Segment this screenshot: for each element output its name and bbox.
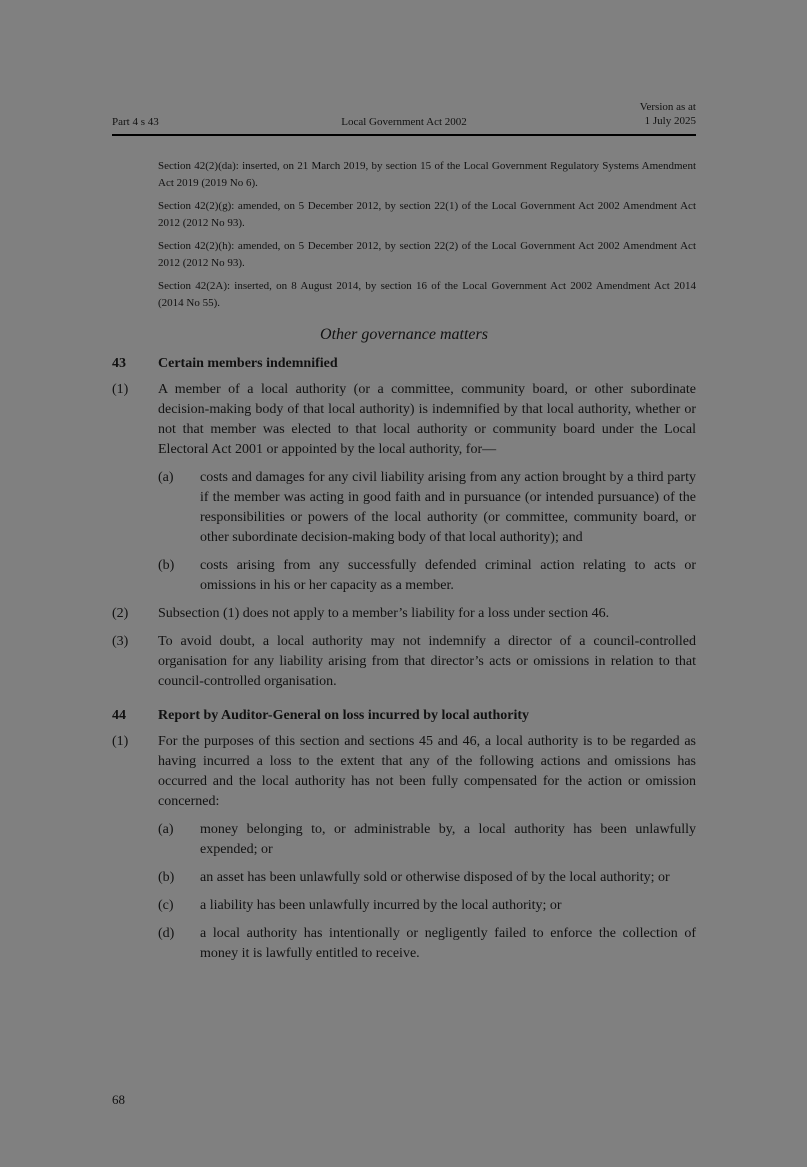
history-note: Section 42(2)(h): amended, on 5 December 2012, by section 22(2) of the Local Government Act 2002 Amendment Act 2012 (2012 No 93). — [158, 240, 696, 269]
paragraph-44-1-b — [158, 868, 696, 888]
section-44-heading — [112, 708, 696, 724]
subsection-43-1 — [112, 380, 696, 596]
paragraph-label: (b) — [158, 870, 175, 885]
history-note: Section 42(2)(g): amended, on 5 December 2012, by section 22(1) of the Local Government Act 2002 Amendment Act 2012 (2012 No 93). — [158, 200, 696, 229]
subsection-44-1 — [112, 732, 696, 964]
section-number: 43 — [112, 356, 126, 371]
paragraph-text: a liability has been unlawfully incurred by the local authority; or — [200, 898, 562, 913]
header-version-label: Version as at — [639, 101, 696, 113]
subsection-43-3 — [112, 632, 696, 692]
subsection-label: (1) — [112, 734, 129, 749]
page-number: 68 — [112, 1092, 125, 1107]
paragraph-44-1-a — [158, 820, 696, 860]
subsection-label: (1) — [112, 382, 129, 397]
section-number: 44 — [112, 708, 126, 723]
paragraph-label: (a) — [158, 470, 174, 485]
subsection-label: (3) — [112, 634, 129, 649]
paragraph-text: costs and damages for any civil liability arising from any action brought by a third party if the member was acting in good faith and in pursuance (or intended pursuance) of the responsibilities or powers of the local authority (or committee, community board, or other subordinate decision-making body of that local authority); and — [200, 470, 696, 545]
history-note: Section 42(2)(da): inserted, on 21 March 2019, by section 15 of the Local Government Regulatory Systems Amendment Act 2019 (2019 No 6). — [158, 160, 696, 189]
paragraph-text: costs arising from any successfully defended criminal action relating to acts or omissions in his or her capacity as a member. — [200, 558, 696, 593]
paragraph-label: (b) — [158, 558, 175, 573]
running-header — [112, 98, 696, 136]
section-title: Report by Auditor-General on loss incurred by local authority — [158, 708, 529, 723]
history-notes — [158, 158, 696, 312]
subsection-label: (2) — [112, 606, 129, 621]
subsection-text: For the purposes of this section and sections 45 and 46, a local authority is to be regarded as having incurred a loss to the extent that any of the following actions and omissions has occurred and the local authority has not been fully compensated for the action or omission concerned: — [158, 734, 696, 809]
paragraph-label: (a) — [158, 822, 174, 837]
part-heading: Other governance matters — [320, 326, 488, 343]
paragraph-text: money belonging to, or administrable by, a local authority has been unlawfully expended; or — [200, 822, 696, 857]
header-version — [640, 100, 696, 128]
subsection-text: A member of a local authority (or a committee, community board, or other subordinate decision-making body of that local authority) is indemnified by that local authority, whether or not that member was elected to that local authority or community board under the Local Electoral Act 2001 or appointed by the local authority, for— — [158, 382, 696, 457]
section-title: Certain members indemnified — [158, 356, 338, 371]
header-part-reference: Part 4 s 43 — [112, 116, 159, 128]
paragraph-label: (d) — [158, 926, 175, 941]
subsection-text: To avoid doubt, a local authority may not indemnify a director of a council-controlled organisation for any liability arising from that director’s acts or omissions in relation to that council-controlled organisation. — [158, 634, 696, 689]
paragraph-43-1-b — [158, 556, 696, 596]
subsection-43-2 — [112, 604, 696, 624]
paragraph-text: an asset has been unlawfully sold or otherwise disposed of by the local authority; or — [200, 870, 670, 885]
subsection-text: Subsection (1) does not apply to a member’s liability for a loss under section 46. — [158, 606, 610, 621]
paragraph-text: a local authority has intentionally or negligently failed to enforce the collection of money it is lawfully entitled to receive. — [200, 926, 696, 961]
paragraph-43-1-a — [158, 468, 696, 548]
header-version-date: 1 July 2025 — [644, 115, 696, 127]
paragraph-44-1-c — [158, 896, 696, 916]
history-note: Section 42(2A): inserted, on 8 August 2014, by section 16 of the Local Government Act 2002 Amendment Act 2014 (2014 No 55). — [158, 280, 696, 309]
section-43-heading — [112, 356, 696, 372]
paragraph-label: (c) — [158, 898, 174, 913]
header-act-title: Local Government Act 2002 — [341, 116, 467, 128]
document-page — [112, 98, 696, 972]
paragraph-44-1-d — [158, 924, 696, 964]
